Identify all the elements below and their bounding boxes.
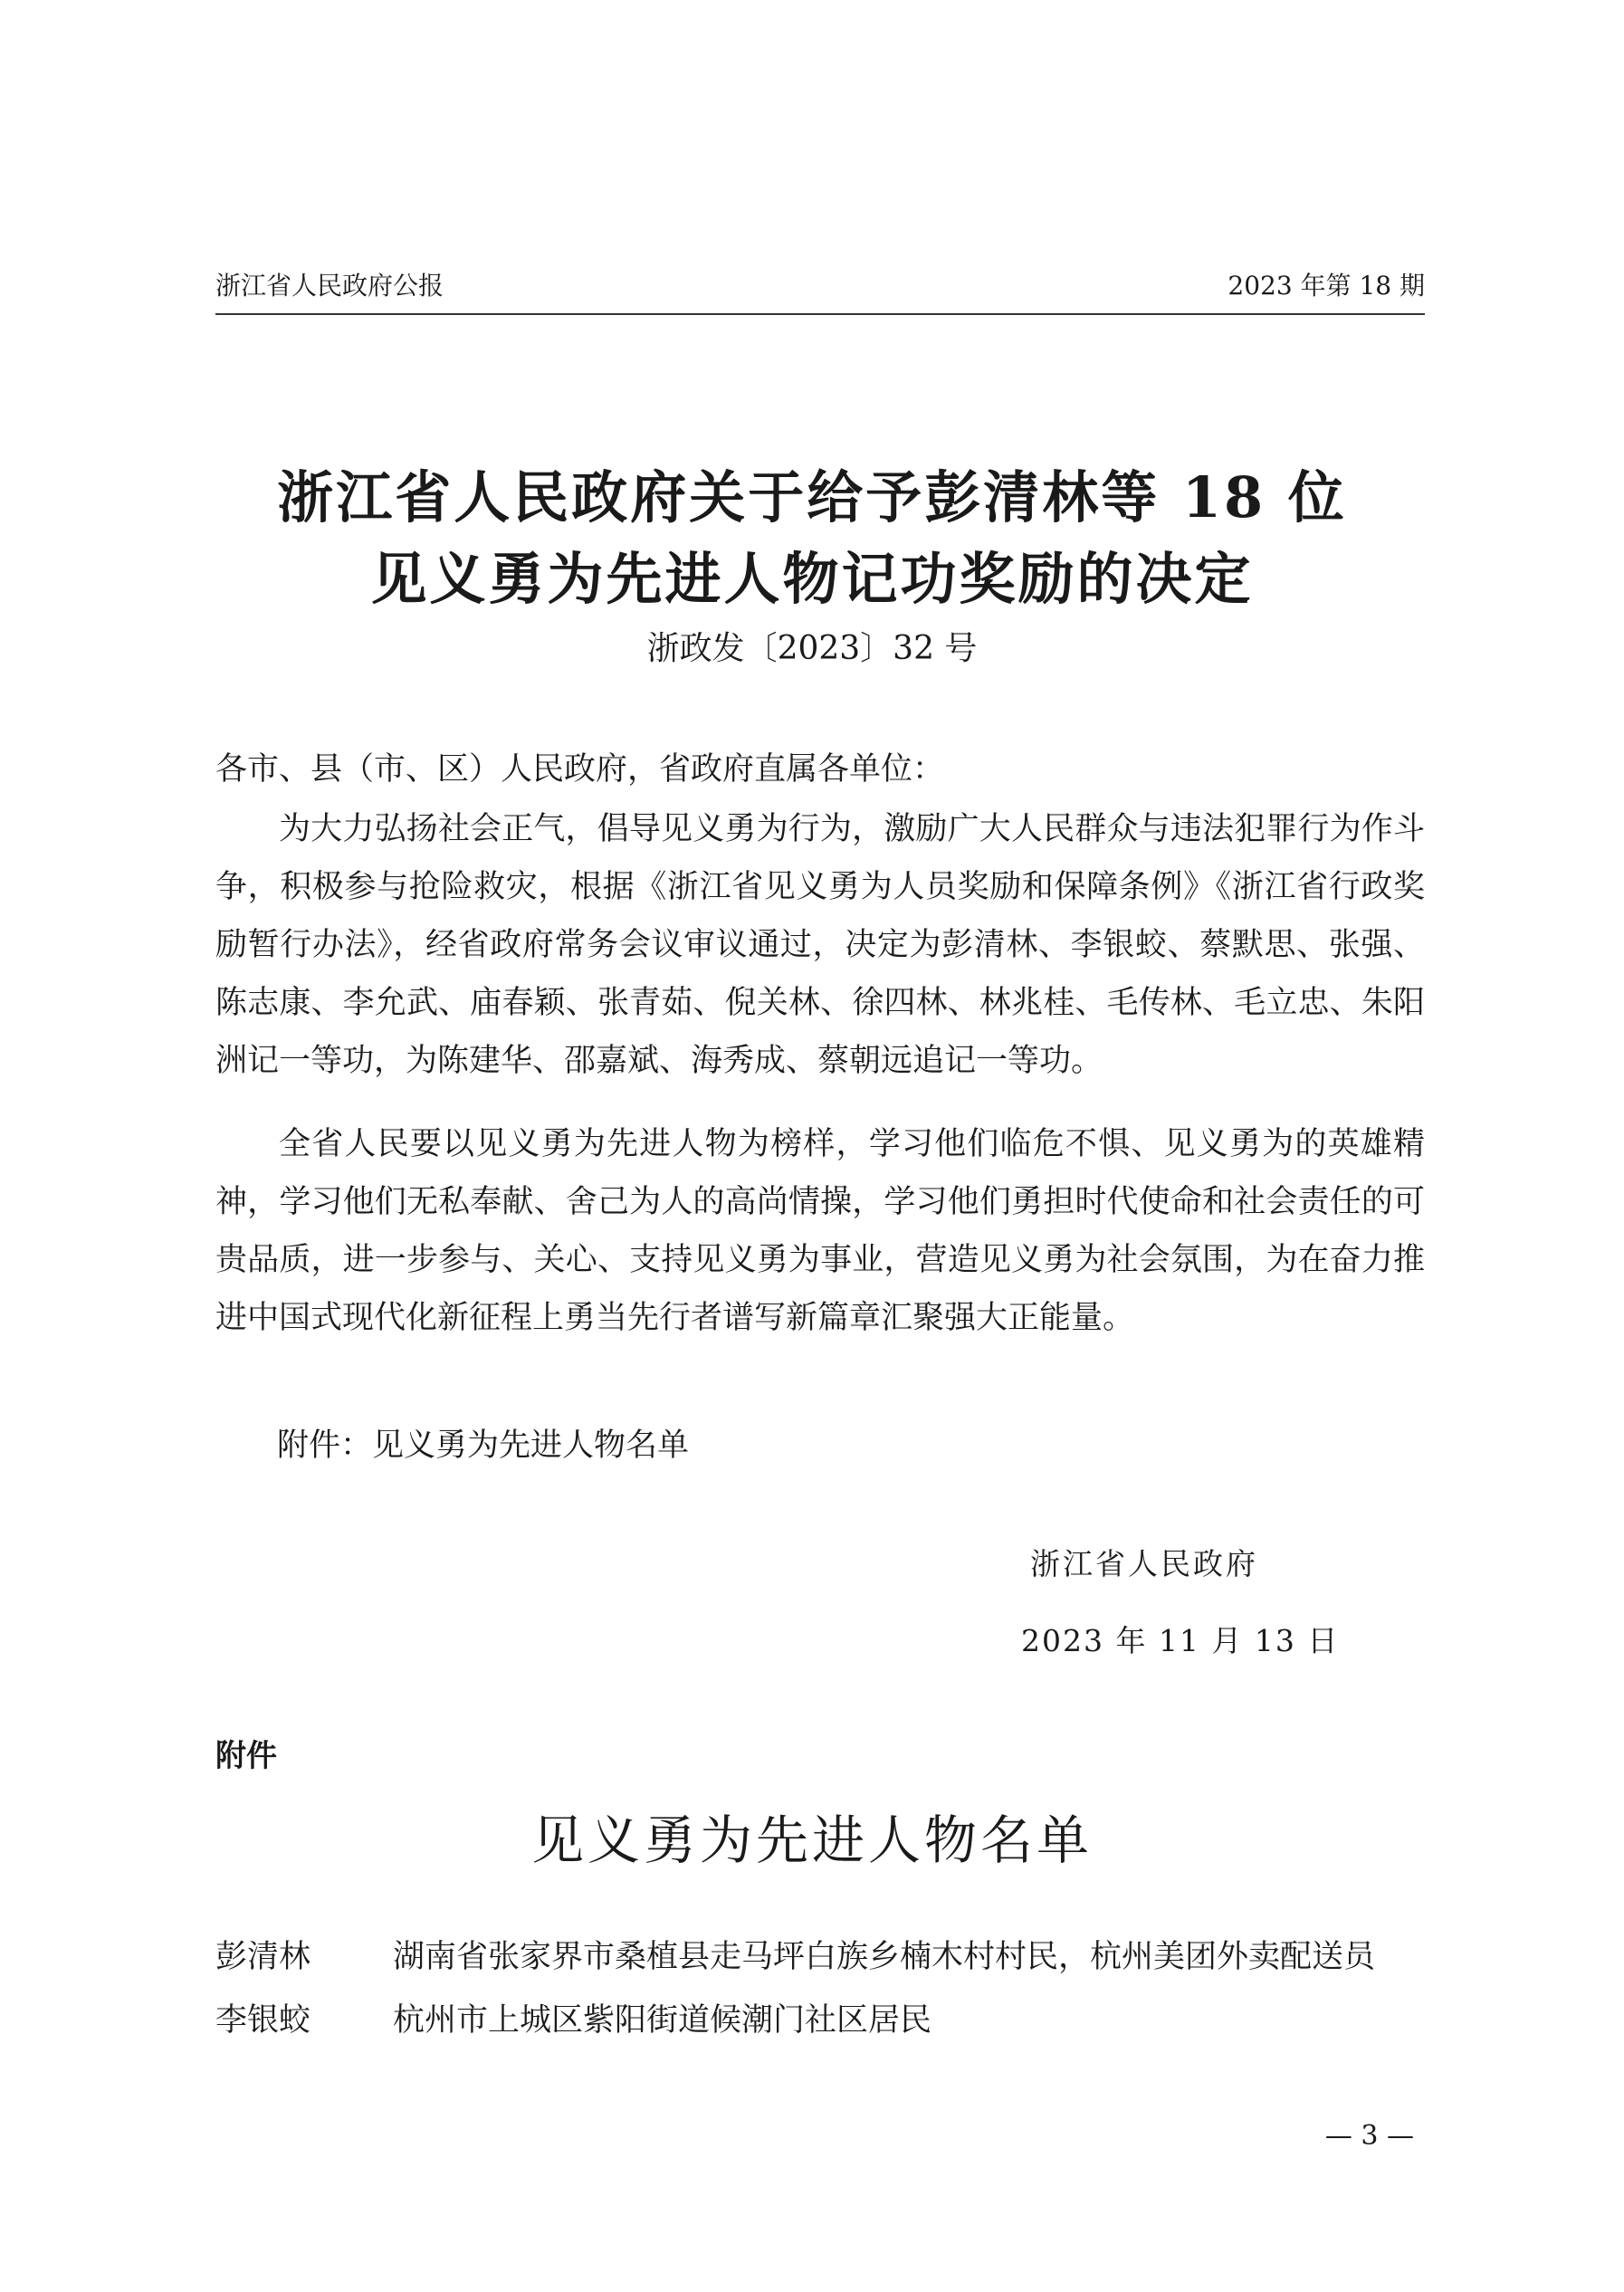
page-number: — 3 — [1324, 2120, 1414, 2152]
signature-date: 2023 年 11 月 13 日 [1021, 1623, 1340, 1658]
honoree-description: 杭州市上城区紫阳街道候潮门社区居民 [393, 2002, 932, 2039]
header-divider [215, 313, 1425, 315]
attachment-note: 附件：见义勇为先进人物名单 [277, 1428, 690, 1464]
body-paragraph-1: 为大力弘扬社会正气，倡导见义勇为行为，激励广大人民群众与违法犯罪行为作斗争，积极参与抢险救灾，根据《浙江省见义勇为人员奖励和保障条例》《浙江省行政奖励暂行办法》，经省政府常务会议审议通过，决定为彭清林、李银蛟、蔡默思、张强、陈志康、李允武、庙春颖、张青茹、倪关林、徐四林、林兆桂、毛传林、毛立忠、朱阳洲记一等功，为陈建华、邵嘉斌、海秀成、蔡朝远追记一等功。 [215, 811, 1425, 1079]
honoree-list [215, 1928, 1425, 2055]
salutation: 各市、县（市、区）人民政府，省政府直属各单位： [215, 751, 945, 788]
publication-name: 浙江省人民政府公报 [215, 271, 444, 301]
attachment-title: 见义勇为先进人物名单 [530, 1810, 1093, 1871]
attachment-heading: 附件 [215, 1738, 277, 1774]
signature-organization: 浙江省人民政府 [1030, 1546, 1258, 1581]
list-item [215, 1991, 1425, 2055]
page-header [215, 264, 1425, 308]
body-paragraph-2: 全省人民要以见义勇为先进人物为榜样，学习他们临危不惧、见义勇为的英雄精神，学习他们无私奉献、舍己为人的高尚情操，学习他们勇担时代使命和社会责任的可贵品质，进一步参与、关心、支持见义勇为事业，营造见义勇为社会氛围，为在奋力推进中国式现代化新征程上勇当先行者谱写新篇章汇聚强大正能量。 [215, 1126, 1425, 1336]
issue-number: 2023 年第 18 期 [1228, 271, 1425, 301]
honoree-name: 彭清林 [215, 1939, 311, 1975]
list-item [215, 1928, 1425, 1991]
document-title-line-1: 浙江省人民政府关于给予彭清林等 18 位 [277, 464, 1347, 530]
honoree-description: 湖南省张家界市桑植县走马坪白族乡楠木村村民，杭州美团外卖配送员 [393, 1939, 1376, 1975]
honoree-name: 李银蛟 [215, 2002, 311, 2039]
document-title-line-2: 见义勇为先进人物记功奖励的决定 [370, 546, 1254, 612]
document-number: 浙政发〔2023〕32 号 [646, 630, 978, 667]
